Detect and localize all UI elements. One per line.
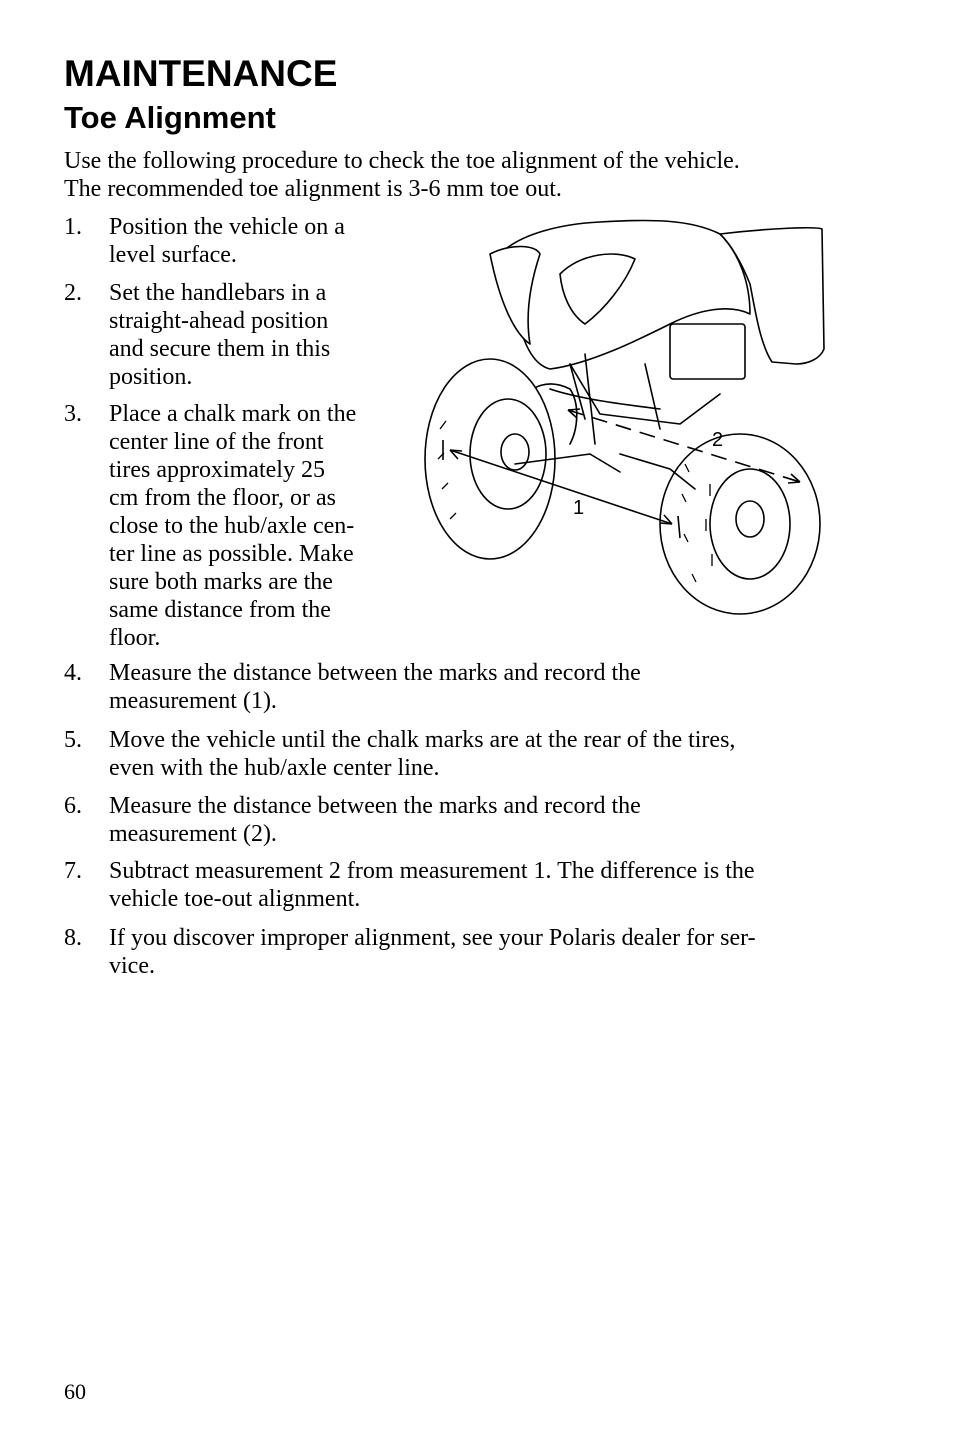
intro-paragraph bbox=[64, 147, 904, 203]
step-line: straight-ahead position bbox=[109, 308, 329, 334]
step-line: Subtract measurement 2 from measurement 1. The difference is the bbox=[109, 858, 755, 884]
step-line: Measure the distance between the marks and record the bbox=[109, 660, 641, 686]
step-line: Move the vehicle until the chalk marks are at the rear of the tires, bbox=[109, 727, 736, 753]
step-number: 3. bbox=[64, 401, 82, 427]
step-line: vehicle toe-out alignment. bbox=[109, 886, 361, 912]
step-line: and secure them in this bbox=[109, 336, 331, 362]
step-line: same distance from the bbox=[109, 597, 331, 623]
step-number: 4. bbox=[64, 660, 82, 686]
step-line: Place a chalk mark on the bbox=[109, 401, 357, 427]
engine-block bbox=[670, 324, 745, 379]
step-number: 1. bbox=[64, 214, 82, 240]
step-line: measurement (1). bbox=[109, 688, 277, 714]
step-number: 5. bbox=[64, 727, 82, 753]
step-line: sure both marks are the bbox=[109, 569, 333, 595]
step-line: tires approximately 25 bbox=[109, 457, 325, 483]
step-line: If you discover improper alignment, see your Polaris dealer for ser- bbox=[109, 925, 756, 951]
step-line: vice. bbox=[109, 953, 155, 979]
step-number: 6. bbox=[64, 793, 82, 819]
step-line: Measure the distance between the marks and record the bbox=[109, 793, 641, 819]
callout-1: 1 bbox=[573, 497, 585, 519]
step-line: position. bbox=[109, 364, 193, 390]
step-line: floor. bbox=[109, 625, 161, 651]
step-line: ter line as possible. Make bbox=[109, 541, 354, 567]
page-number: 60 bbox=[64, 1379, 86, 1404]
intro-line: The recommended toe alignment is 3-6 mm toe out. bbox=[64, 176, 562, 202]
step-line: center line of the front bbox=[109, 429, 324, 455]
step-number: 7. bbox=[64, 858, 82, 884]
callout-2: 2 bbox=[712, 429, 724, 451]
step-line: even with the hub/axle center line. bbox=[109, 755, 440, 781]
step-line: Position the vehicle on a bbox=[109, 214, 345, 240]
step-line: level surface. bbox=[109, 242, 237, 268]
subsection-title: Toe Alignment bbox=[64, 100, 276, 135]
step-number: 8. bbox=[64, 925, 82, 951]
step-number: 2. bbox=[64, 280, 82, 306]
atv-toe-alignment-illustration bbox=[420, 214, 830, 618]
step-line: close to the hub/axle cen- bbox=[109, 513, 355, 539]
step-line: Set the handlebars in a bbox=[109, 280, 327, 306]
step-line: cm from the floor, or as bbox=[109, 485, 336, 511]
section-title: MAINTENANCE bbox=[64, 53, 338, 94]
intro-line: Use the following procedure to check the toe alignment of the vehicle. bbox=[64, 148, 740, 174]
step-line: measurement (2). bbox=[109, 821, 277, 847]
